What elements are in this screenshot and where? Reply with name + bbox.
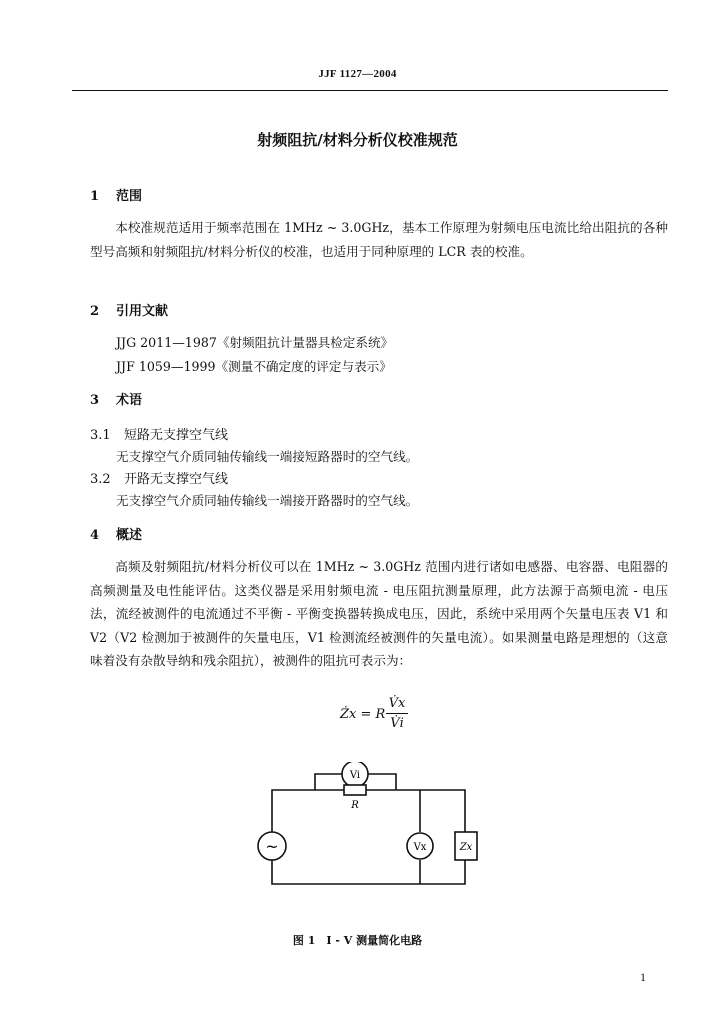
reference-item: JJF 1059—1999《测量不确定度的评定与表示》 (116, 359, 392, 374)
term-name: 短路无支撑空气线 (124, 428, 229, 443)
document-title: 射频阻抗/材料分析仪校准规范 (257, 131, 458, 149)
wire-vi-left (315, 774, 342, 790)
resistor-label: R (351, 800, 359, 811)
voltmeter-vx-label: Vx (413, 842, 427, 853)
fraction-bar (386, 713, 408, 714)
section-4-text: 高频及射频阻抗/材料分析仪可以在 1MHz ~ 3.0GHz 范围内进行诸如电感器、电容器、电阻器的高频测量及电性能评估。这类仪器是采用射频电流 - 电压阻抗测量原理，此方法源于高频电流 - 电压法，流经被测件的电流通过不平衡 - 平衡变换器转换成电压，因此，系统中采用两个矢量电压表 V1 和 V2（V2 检测加于被测件的矢量电压，V1 检测流经被测件的矢量电流）。如果测量电路是理想的（这意味着没有杂散导纳和残余阻抗），被测件的阻抗可表示为： (90, 559, 668, 669)
term-number: 3.2 (90, 472, 111, 487)
section-number: 4 (90, 528, 100, 543)
section-1-text: 本校准规范适用于频率范围在 1MHz ~ 3.0GHz，基本工作原理为射频电压电流比给出阻抗的各种型号高频和射频阻抗/材料分析仪的校准，也适用于同种原理的 LCR 表的校准。 (90, 220, 668, 259)
term-name: 开路无支撑空气线 (124, 472, 229, 487)
resistor-r (344, 785, 366, 795)
section-number: 2 (90, 304, 100, 319)
section-title: 范围 (116, 189, 143, 204)
reference-item: JJG 2011—1987《射频阻抗计量器具检定系统》 (116, 335, 394, 350)
section-title: 概述 (116, 528, 143, 543)
formula-numerator: V̇x (388, 696, 406, 711)
section-number: 3 (90, 393, 100, 408)
wire-vi-right (368, 774, 396, 790)
section-3-heading (90, 389, 142, 408)
page-number: 1 (640, 970, 646, 984)
header-rule (72, 90, 668, 91)
formula-lhs: Żx = R (340, 707, 386, 722)
term-number: 3.1 (90, 428, 111, 443)
section-1-heading (90, 185, 142, 204)
term-3-1 (90, 424, 228, 443)
term-3-2 (90, 468, 228, 487)
wire-top (272, 790, 465, 832)
voltmeter-vi-label: Vi (349, 770, 361, 781)
wire-bottom (272, 860, 465, 884)
section-4-heading (90, 524, 142, 543)
formula-denominator: V̇i (390, 716, 404, 731)
figure-caption: 图 1 I - V 测量简化电路 (292, 934, 423, 947)
term-definition: 无支撑空气介质同轴传输线一端接短路器时的空气线。 (116, 449, 419, 464)
section-title: 引用文献 (116, 304, 169, 319)
section-2-heading (90, 300, 168, 319)
header-code: JJF 1127—2004 (318, 68, 397, 80)
impedance-formula (330, 696, 450, 742)
formula-fraction (386, 696, 408, 731)
iv-circuit-diagram (250, 762, 500, 902)
dut-label: Zx (459, 842, 473, 853)
term-definition: 无支撑空气介质同轴传输线一端接开路器时的空气线。 (116, 493, 419, 508)
section-title: 术语 (116, 393, 143, 408)
section-number: 1 (90, 189, 100, 204)
source-symbol: ~ (265, 837, 279, 856)
